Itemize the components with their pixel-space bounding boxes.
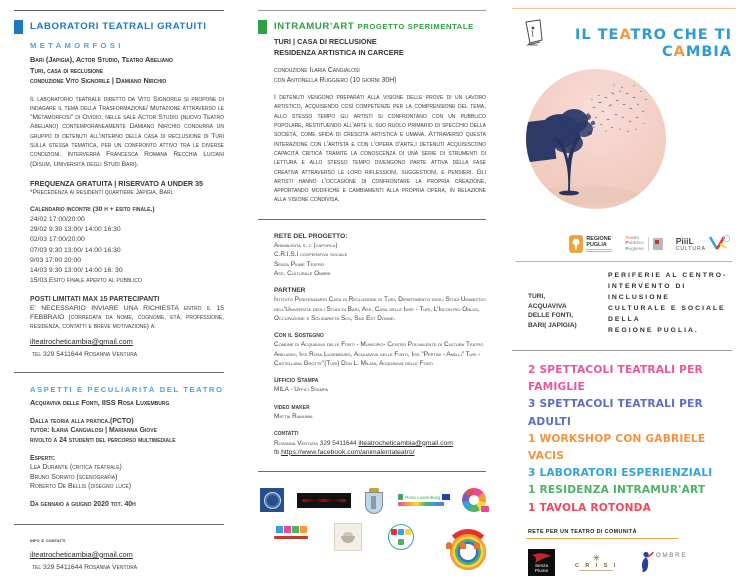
panel-cover [512, 8, 736, 576]
panel-laboratori [14, 10, 224, 571]
section2-venue: Acquaviva delle Fonti, IISS Rosa Luxemburg [30, 398, 170, 408]
conduction-line: conduzione Ilaria Cangialosi [274, 67, 360, 74]
calendar-item: 02/03 17:00/20:00 [30, 236, 85, 244]
program-note-line: INTERVENTO DI INCLUSIONE [608, 283, 687, 301]
press-value: MILA - Uffici Stampa [274, 386, 329, 394]
program-note [608, 270, 736, 336]
rainbow-community-logo [440, 525, 486, 549]
network-label: RETE DEL PROGETTO: [274, 232, 348, 240]
dome-logo [334, 523, 362, 551]
network-list [274, 241, 486, 278]
venue-block [274, 37, 486, 58]
calendar-item: 9/03 17:00 20:00 [30, 256, 82, 264]
calendar-item: 24/02 17:00/20:00 [30, 216, 85, 224]
partner-label: PARTNER [274, 286, 306, 294]
offer-item: 1 WORKSHOP CON GABRIELE VACIS [528, 432, 706, 463]
panel-title [274, 20, 474, 34]
location-line: TURI, [528, 293, 546, 300]
request-paragraph: E' NECESSARIO INVIARE UNA RICHIESTA entro il 15 FEBBRAIO (corredata da nome, cognome, età, professione, residenza, contatti e breve motivazione) a: [30, 304, 224, 331]
crisi-star-icon: ✳ [592, 552, 601, 563]
program-note-line: CULTURALE E SOCIALE DELLA [608, 305, 726, 323]
conduction-line: con Antonella Ruggiero (10 giorni 30H) [274, 76, 397, 84]
regione-puglia-shield-icon [569, 235, 583, 253]
expert-line: Lea Durante (critica teatrale) [30, 464, 122, 472]
blue-square-bullet-icon [14, 20, 23, 34]
calendar-block [30, 205, 224, 287]
theater-sketch-logo [518, 18, 548, 48]
support-block [274, 331, 486, 368]
venue-line: conduzione Vito Signorile | Damiano Nirchio [30, 76, 167, 85]
experts-label: Esperti: [30, 454, 55, 462]
cover-photo [526, 69, 666, 209]
video-value: Mattia Ramunni [274, 413, 313, 421]
info-email-link[interactable]: ilteatrocheticambia@gmail.com [30, 549, 133, 559]
network-item: C.R.I.S.I cooperativa sociale [274, 251, 348, 259]
calendar-title: Calendario incontri (30 h + esito finale.) [30, 205, 155, 213]
cover-footer-logos [528, 549, 736, 576]
cover-title [548, 27, 736, 61]
section2-line: Dalla teoria alla pratica.(PCTO) [30, 417, 134, 425]
press-block [274, 376, 486, 395]
facebook-line: fb https://www.facebook.com/animalentateatro/ [274, 448, 415, 456]
description-paragraph: I detenuti vengono preparati alla visione delle prove di un lavoro artistico, acquisendo così competenze per la comprensione del tema, allo stesso tempo gli artisti si confrontano con un pubblico popolare, restituendo all'arte il suo ruolo primario di specchio della società, come sfida di crescita artistica e umana. Attraverso questa interazione con l'artista e con l'opera d'arte,i detenuti acquisiscono capacità critica tramite la conoscenza di una serie di strumenti di lettura e allo stesso tempo divengono parte attiva della fase creativa attraverso le loro riflessioni, suggestioni, e pensieri. Gli artisti hanno l'occasione di confrontare la propria creazione, apportando modifiche e cambiamenti alla propria opera, in relazione alla visione condivisa. [274, 94, 486, 204]
contacts-label: contatti [274, 430, 299, 438]
locations-block [528, 292, 594, 336]
contacts-block [274, 429, 486, 457]
network-block [274, 232, 486, 278]
offer-item: 3 LABORATORI ESPERIENZIALI [528, 467, 713, 480]
calendar-item: 15/03 Esito finale aperto al pubblico [30, 277, 142, 285]
section2-lines [30, 417, 224, 446]
facebook-link[interactable]: https://www.facebook.com/animalentateatro/ [281, 448, 415, 456]
location-line: ACQUAVIVA [528, 302, 567, 310]
venue-block [30, 55, 224, 87]
venue-line: TURI | CASA DI RECLUSIONE [274, 37, 377, 46]
divider [258, 471, 486, 472]
precedence-note: *Precedenza ai residenti quartiere Japigia, Bari. [30, 188, 174, 196]
piiil-cultura-logo: PiiiL CULTURA [676, 235, 730, 253]
section2-title: ASPETTI E PECULIARITÀ DEL TEATRO [30, 385, 224, 395]
location-line: DELLE FONTI, [528, 312, 574, 320]
divider [14, 524, 224, 525]
press-label: Ufficio Stampa [274, 377, 319, 384]
ombre-figure-icon [638, 551, 654, 573]
crisi-logo: ✳ C R I S I [575, 552, 618, 569]
section2-line: rivolto a 24 studenti del percorso multimediale [30, 437, 176, 445]
color-wheel-logo [462, 488, 486, 512]
community-network-label: RETE PER UN TEATRO DI COMUNITÀ [528, 528, 637, 535]
email-link[interactable]: ilteatrocheticambia@gmail.com [30, 337, 133, 347]
experts-list [30, 463, 224, 492]
venue-line: Bari (Japigia), Actor Studio, Teatro Abeliano [30, 55, 173, 64]
expert-line: Roberto De Bellis (disegno luce) [30, 483, 132, 491]
offers-list [528, 362, 736, 517]
offer-item: 1 RESIDENZA INTRAMUR'ART [528, 484, 706, 497]
venue-line: Turi, casa di reclusione [30, 65, 104, 75]
sponsor-logos [512, 235, 736, 253]
green-square-bullet-icon [258, 20, 267, 34]
video-block [274, 403, 486, 422]
offer-item: 2 SPETTACOLI TEATRALI PER FAMIGLIE [528, 364, 703, 394]
piiil-swoosh-icon [708, 235, 730, 253]
divider [512, 350, 732, 351]
calendar-item: 29/02 9:30 13:00/ 14:00 16:30 [30, 226, 121, 234]
university-seal-logo [260, 488, 284, 512]
offer-item: 3 SPETTACOLI TEATRALI PER ADULTI [528, 398, 703, 428]
panel-title-suffix: PROGETTO SPERIMENTALE [357, 22, 474, 31]
contact-email-link[interactable]: ilteatrocheticambia@gmail.com [358, 439, 453, 447]
video-label: video maker [274, 403, 310, 411]
offer-item: 1 TAVOLA ROTONDA [528, 501, 652, 514]
teatro-pubblico-pugliese-logo: Teatro Pubblico Pugliese [625, 236, 662, 253]
partner-logos [260, 484, 486, 551]
panel-top-divider [14, 10, 224, 11]
network-item: Senza Piume Teatro [274, 260, 325, 268]
calendar-list [30, 215, 224, 286]
period-line: Da gennaio a giugno 2020 tot. 40h [30, 501, 136, 509]
description-paragraph: Il laboratorio teatrale diretto da Vito Signorile si propone di indagare il tema della Trasformazione/ Mutazione attraverso le "Metamorfosi" di Ovidio, nelle sale Actor Studio (nuovo Teatro Abeliano) contemporaneamente Damiano Nirchio condurrà un gruppo di detenuti all'interno della casa di reclusione di Turi sulla stessa tematica, per un confronto attivo tra le diverse condizioni. Interverrà Francesca Romana Recchia Luciani (Disum, Università degli Studi Bari). [30, 95, 224, 168]
divider [14, 372, 224, 373]
expert-line: Bruno Soriato (scenografia) [30, 473, 118, 481]
tpp-emblem-icon [653, 238, 663, 250]
network-item: Ass. Culturale Ombre [274, 269, 331, 277]
support-label: Con il Sostegno [274, 331, 324, 339]
partner-block [274, 286, 486, 323]
partner-text: Istituto Penitenziario Casa di Reclusione di Turi, Dipartimento degli Studi Umanistici dell'Università degli Studi di Bari, Ass. Casa delle Idee - Turi, L'Incontro Onlus, Occupazione e Solidarietà Scs, Sud Est Donne. [274, 296, 486, 322]
support-text: Comune di Acquaviva delle Fonti - Municipio- Centro Polivalente di Cultura Teatro Abeliano, Iiss Rosa Luxemburg, Acquaviva delle Fonti, Iiss "Pertini - Anelli" Turi - Castellana Grotte"(Turi) Don L. Milani, Acquaviva delle Fonti [274, 341, 484, 367]
cover-title-line1: IL TEATRO CHE TI [574, 27, 732, 43]
circle-badge-logo [388, 524, 414, 550]
cover-title-line2: CAMBIA [662, 44, 732, 60]
rosa-luxemburg-school-logo: Rosa Luxemburg [398, 491, 450, 509]
phone-line: tel 329 5411644 Rosanna Ventura [32, 351, 138, 359]
divider [258, 219, 486, 220]
ombre-logo: OMBRE [638, 551, 687, 573]
info-contacts-label: info e contatti [30, 536, 66, 544]
contact-line: Rosanna Ventura 329 5411644 ilteatrocheticambia@gmail.com [274, 439, 453, 447]
panel-top-divider [258, 10, 486, 11]
blue-divider [516, 261, 732, 262]
location-line: BARI( JAPIGIA) [528, 321, 577, 329]
regione-puglia-logo: REGIONE PUGLIA [569, 235, 612, 253]
color-squares-logo [274, 526, 308, 548]
section2-line: tutor: Ilaria Cangialosi | Marianna Giove [30, 427, 157, 435]
orange-underline [526, 538, 678, 539]
panel-title: LABORATORI TEATRALI GRATUITI [30, 21, 207, 32]
frequency-line: FREQUENZA GRATUITA | RISERVATO A UNDER 35 [30, 178, 204, 188]
section-subtitle: METAMORFOSI [30, 41, 124, 50]
program-note-line: PERIFERIE AL CENTRO- [608, 272, 728, 279]
black-banner-logo [297, 493, 351, 508]
calendar-item: 07/03 9:30 13:00/ 14:00 16:30 [30, 246, 121, 254]
panel-title-main: INTRAMUR'ART [274, 21, 355, 32]
municipal-crest-logo [363, 484, 385, 516]
panel-intramurart [258, 10, 486, 551]
info-phone-line: tel 329 5411644 Rosanna Ventura [32, 563, 138, 571]
senza-piume-logo: Senza Piume [528, 549, 555, 576]
program-note-line: REGIONE PUGLIA. [608, 327, 699, 334]
venue-line: RESIDENZA ARTISTICA IN CARCERE [274, 47, 404, 57]
seats-limit-line: POSTI LIMITATI MAX 15 PARTECIPANTI [30, 295, 160, 303]
conduction-block [274, 66, 486, 85]
calendar-item: 14/03 9:30 13:00/ 14:00 16: 30 [30, 267, 123, 275]
panel-top-divider [512, 8, 736, 9]
network-item: Animalenta s. c (capofila) [274, 242, 338, 250]
